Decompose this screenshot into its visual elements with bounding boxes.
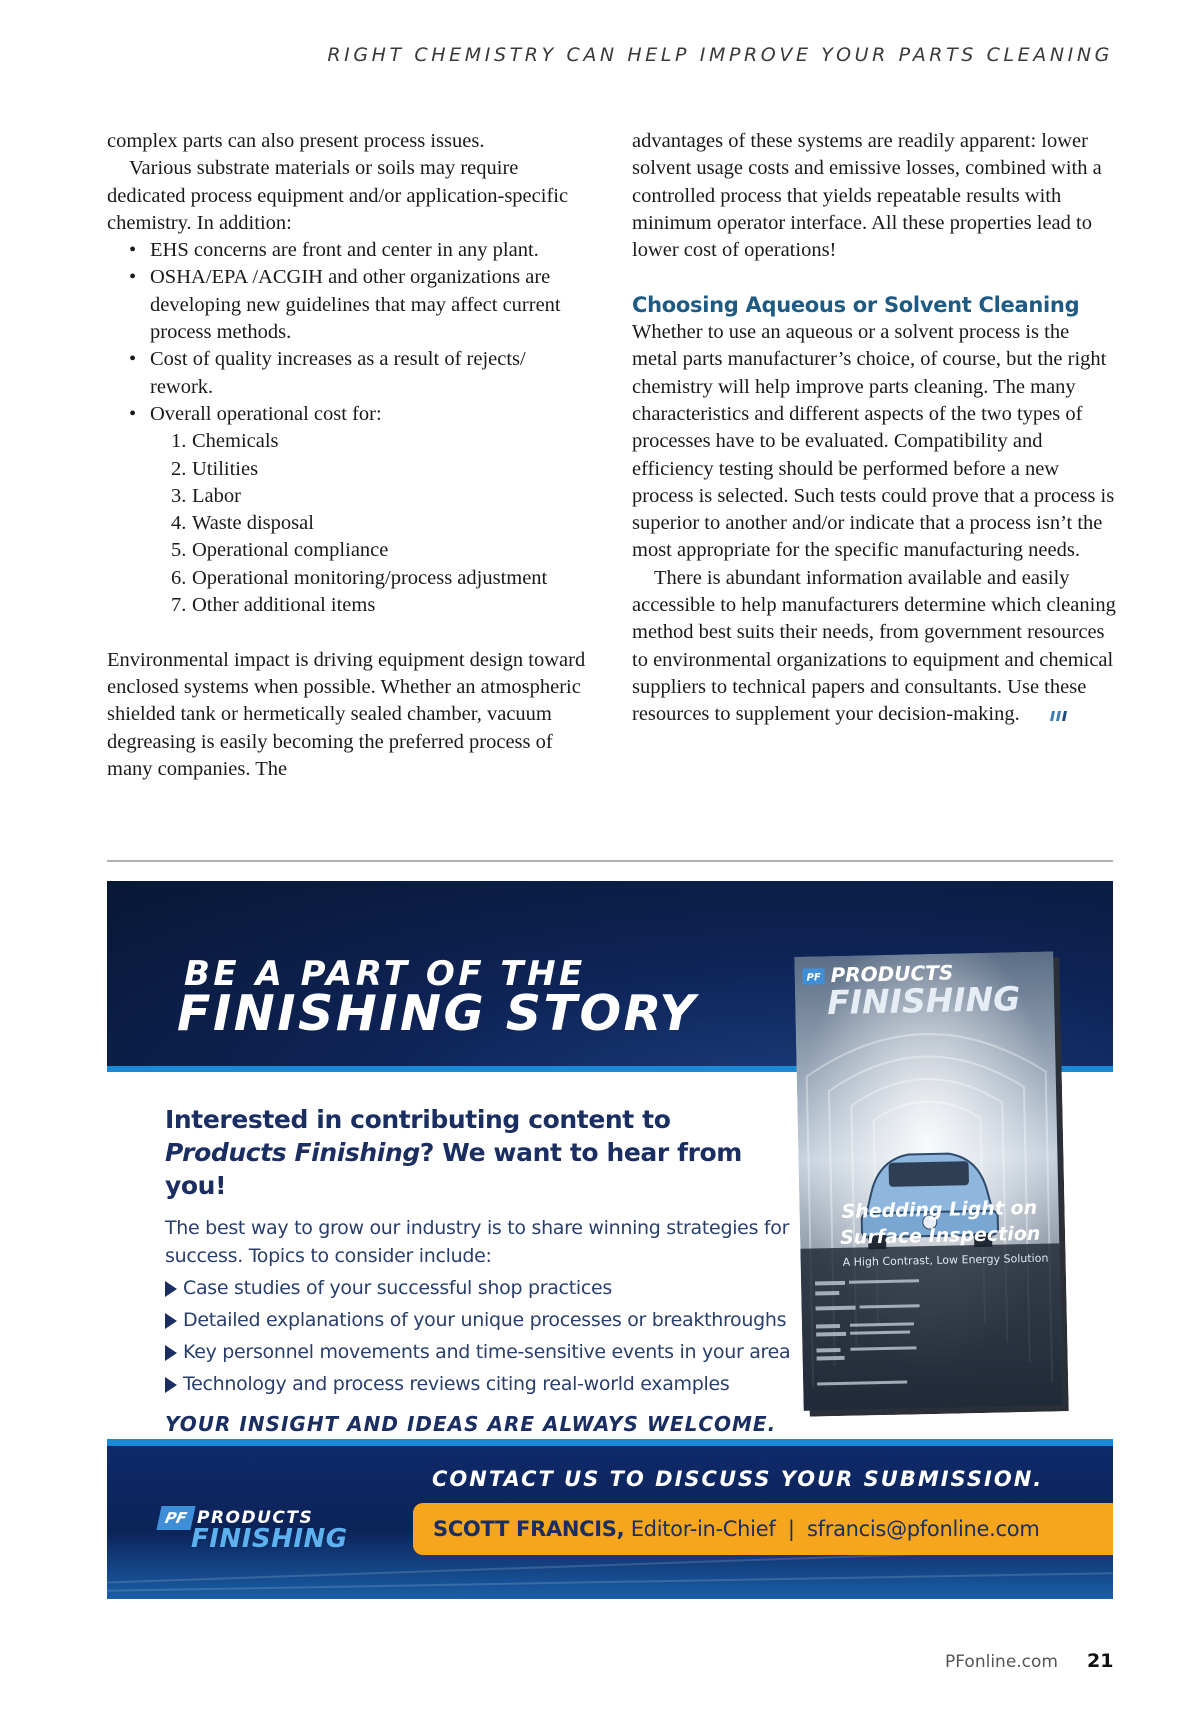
ad-headline-small: BE A PART OF THE bbox=[184, 954, 586, 994]
list-item: 5. Operational compliance bbox=[171, 539, 389, 562]
svg-text:FINISHING: FINISHING bbox=[826, 979, 1021, 1023]
concerns-list bbox=[129, 237, 593, 428]
section-subhead: Choosing Aqueous or Solvent Cleaning bbox=[632, 292, 1080, 317]
svg-text:Surface Inspection: Surface Inspection bbox=[839, 1222, 1041, 1249]
svg-text:A High Contrast, Low Energy So: A High Contrast, Low Energy Solution bbox=[842, 1251, 1049, 1269]
list-item: 2. Utilities bbox=[171, 457, 259, 480]
list-item: • OSHA/EPA /ACGIH and other organizations are developing new guidelines that may affect current process methods. bbox=[129, 264, 593, 346]
list-item: Case studies of your successful shop practices bbox=[165, 1272, 805, 1304]
ad-tagline: YOUR INSIGHT AND IDEAS ARE ALWAYS WELCOME. bbox=[165, 1412, 777, 1436]
page-number: 21 bbox=[1087, 1650, 1114, 1672]
list-item: • Overall operational cost for: bbox=[129, 401, 593, 428]
ad-intro: The best way to grow our industry is to share winning strategies for success. Topics to consider include: bbox=[165, 1217, 790, 1267]
contact-email[interactable]: sfrancis@pfonline.com bbox=[807, 1517, 1040, 1541]
list-item: 6. Operational monitoring/process adjustment bbox=[171, 566, 548, 589]
ad-contact-bar bbox=[107, 1439, 1113, 1599]
left-paragraph-1: complex parts can also present process issues. bbox=[107, 130, 485, 152]
ad-topic-list bbox=[165, 1272, 805, 1400]
list-item: Technology and process reviews citing real-world examples bbox=[165, 1368, 805, 1400]
svg-text:PF: PF bbox=[806, 972, 821, 984]
ad-headline-big: FINISHING STORY bbox=[177, 985, 698, 1042]
left-paragraph-2: Various substrate materials or soils may require dedicated process equipment and/or application-specific chemistry. In addition: bbox=[107, 157, 569, 234]
list-item: 7. Other additional items bbox=[171, 594, 376, 617]
contact-info: SCOTT FRANCIS, Editor-in-Chief | sfrancis@pfonline.com bbox=[413, 1503, 1113, 1555]
running-head: RIGHT CHEMISTRY CAN HELP IMPROVE YOUR PARTS CLEANING bbox=[327, 44, 1113, 66]
right-column bbox=[632, 128, 1118, 729]
cost-list bbox=[171, 428, 593, 619]
left-paragraph-3: Environmental impact is driving equipment design toward enclosed systems when possible. Whether an atmospheric shielded tank or hermetically sealed chamber, vacuum degreasing is easily becoming the preferred process of many companies. The bbox=[107, 648, 586, 780]
list-item: • EHS concerns are front and center in any plant. bbox=[129, 237, 593, 264]
ad-body bbox=[165, 1103, 805, 1436]
list-item: • Cost of quality increases as a result of rejects/ rework. bbox=[129, 346, 593, 401]
magazine-cover bbox=[794, 951, 1069, 1416]
contact-heading: CONTACT US TO DISCUSS YOUR SUBMISSION. bbox=[432, 1467, 1044, 1491]
contact-role: Editor-in-Chief bbox=[630, 1517, 776, 1541]
contact-name: SCOTT FRANCIS, bbox=[433, 1517, 625, 1541]
right-paragraph-2: Whether to use an aqueous or a solvent process is the metal parts manufacturer’s choice, of course, but the right chemistry will help improve parts cleaning. The many characteristics and different aspects of the two types of processes have to be evaluated. Compatibility and efficiency testing should be performed before a new process is selected. Such tests could prove that a process is superior to another and/or indicate that a process isn’t the most appropriate for the specific manufacturing needs. bbox=[632, 321, 1115, 562]
left-column bbox=[107, 128, 593, 783]
section-divider bbox=[107, 860, 1113, 862]
right-paragraph-1: advantages of these systems are readily apparent: lower solvent usage costs and emissive losses, combined with a controlled process that yields repeatable results with minimum operator interface. All these properties lead to lower cost of operations! bbox=[632, 130, 1102, 262]
list-item: 1. Chemicals bbox=[171, 430, 279, 453]
footer-site-url[interactable]: PFonline.com bbox=[945, 1652, 1058, 1672]
svg-text:Shedding Light on: Shedding Light on bbox=[841, 1196, 1038, 1223]
list-item: 3. Labor bbox=[171, 484, 241, 507]
list-item: Detailed explanations of your unique processes or breakthroughs bbox=[165, 1304, 805, 1336]
end-mark-icon bbox=[1028, 702, 1067, 729]
ad-invitation-heading: Interested in contributing content to Products Finishing? We want to hear from you! bbox=[165, 1105, 742, 1200]
list-item: Key personnel movements and time-sensitive events in your area bbox=[165, 1336, 805, 1368]
right-paragraph-3: There is abundant information available and easily accessible to help manufacturers determine which cleaning method best suits their needs, from government resources to environmental organizations to equipment and chemical suppliers to technical papers and consultants. Use these resources to supplement your decision-making. bbox=[632, 565, 1118, 729]
finishing-story-ad[interactable] bbox=[107, 881, 1113, 1599]
products-finishing-logo: PF PRODUCTS FINISHING bbox=[159, 1502, 379, 1552]
list-item: 4. Waste disposal bbox=[171, 512, 314, 535]
svg-text:PRODUCTS: PRODUCTS bbox=[830, 960, 954, 988]
